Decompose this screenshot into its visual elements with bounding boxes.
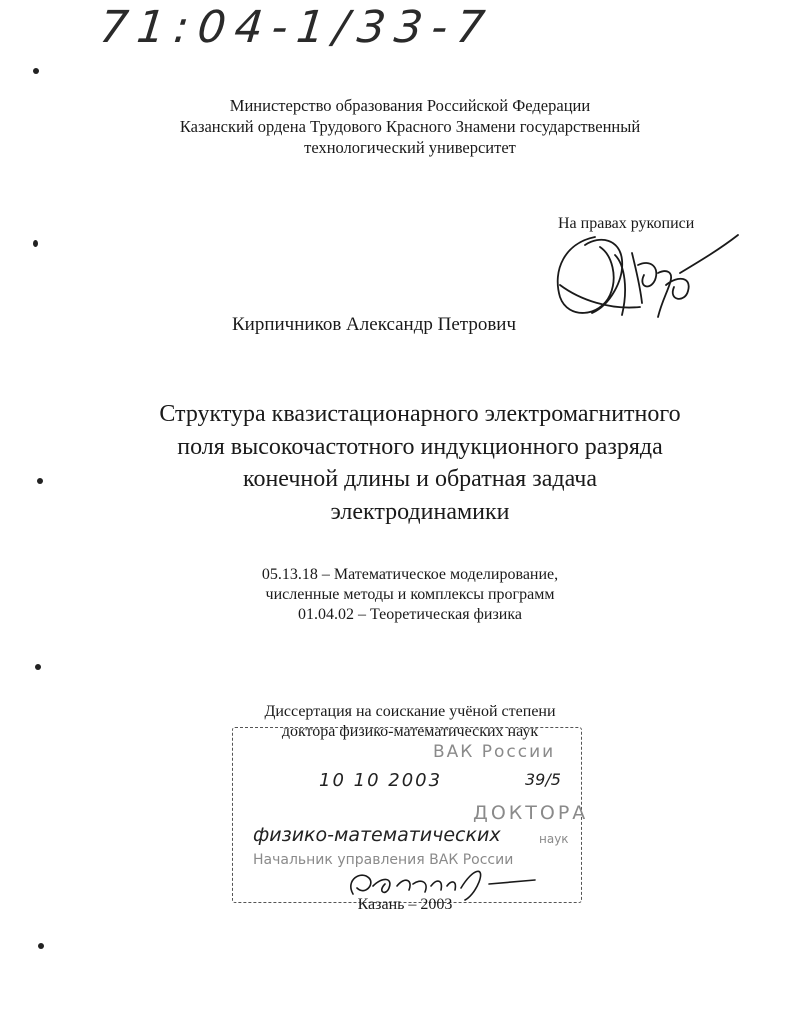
vak-approval-stamp [232,727,589,903]
place-year: Казань – 2003 [357,896,453,913]
scan-mark [33,240,38,247]
title-line: Структура квазистационарного электромагнитного [159,401,681,427]
specialty-line: 01.04.02 – Теоретическая физика [297,606,522,623]
stamp-field-suffix: наук [539,832,569,846]
handwritten-archive-code: 71:04-1/33-7 [97,2,497,53]
stamp-field-handwritten: физико-математических [253,824,501,846]
stamp-date-handwritten: 10 10 2003 [319,770,443,791]
author-signature [540,225,750,335]
stamp-heading: ВАК России [433,742,556,762]
degree-line: доктора физико-математических наук [281,723,539,740]
ministry-line: Министерство образования Российской Федерации [229,96,591,115]
stamp-degree: ДОКТОРА [473,802,589,824]
university-line: Казанский ордена Трудового Красного Знамени государственный [179,117,641,136]
specialty-line: численные методы и комплексы программ [265,586,555,603]
scan-mark [38,943,44,949]
title-line: поля высокочастотного индукционного разряда [177,433,663,460]
dissertation-title [70,398,770,528]
institution-header [0,95,792,158]
specialty-codes [0,565,792,625]
specialty-line: 05.13.18 – Математическое моделирование, [261,566,559,583]
degree-line: Диссертация на соискание учёной степени [264,703,556,720]
title-line: конечной длины и обратная задача [243,466,597,492]
stamp-number-handwritten: 39/5 [525,770,561,789]
stamp-footer: Начальник управления ВАК России [253,852,514,868]
manuscript-rights: На правах рукописи [558,215,695,232]
author-name: Кирпичников Александр Петрович [232,314,517,335]
scan-mark [37,478,43,484]
university-line-cont: технологический университет [304,138,516,157]
scan-mark [33,68,39,74]
title-line: электродинамики [330,498,510,525]
scan-mark [35,664,41,670]
